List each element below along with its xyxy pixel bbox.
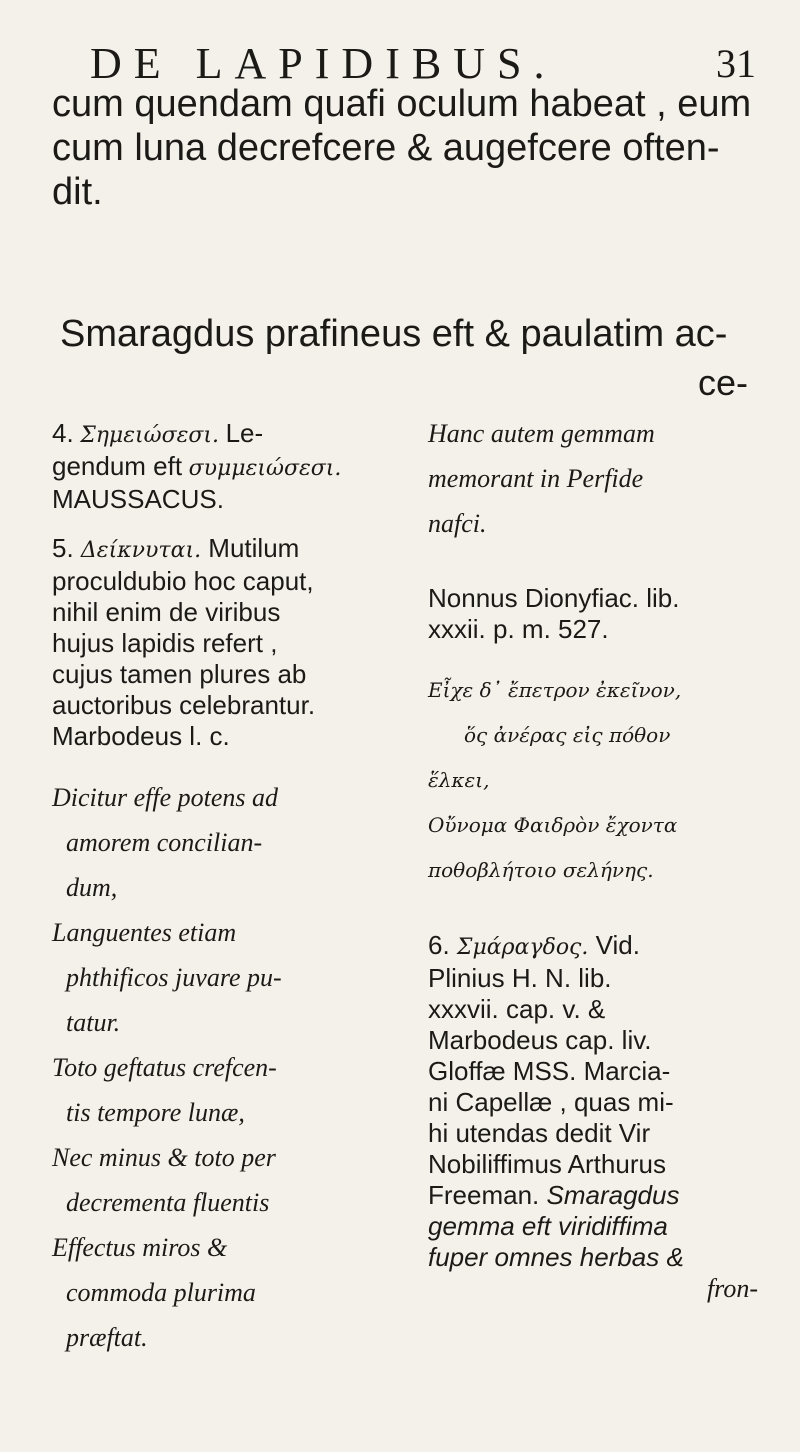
greek-line: ποθοβλήτοιο σελήνης. <box>428 858 654 882</box>
greek-quotation <box>428 675 778 886</box>
note-line: Freeman. <box>428 1180 540 1210</box>
note-line: nihil enim de viribus <box>52 597 281 627</box>
citation-line: xxxii. p. m. 527. <box>428 614 609 644</box>
left-column <box>52 418 392 1367</box>
smaragdus-line: Smaragdus prafineus eft & paulatim ac- <box>60 313 728 355</box>
verse-line: commoda plurima <box>66 1278 256 1307</box>
running-title: DE LAPIDIBUS. <box>90 39 557 88</box>
verse-line: decrementa fluentis <box>66 1188 270 1217</box>
greek-term: Σμάραγδος. <box>456 935 589 960</box>
note-6 <box>428 930 778 1273</box>
greek-line: ἕλκει, <box>428 768 490 792</box>
page-number: 31 <box>716 41 756 86</box>
right-column <box>428 418 778 1304</box>
verse-block <box>52 782 392 1353</box>
note-line: hi utendas dedit Vir <box>428 1118 651 1148</box>
note-number: 6. <box>428 930 450 960</box>
note-line: Gloffæ MSS. Marcia- <box>428 1056 671 1086</box>
verse-line: Dicitur effe potens ad <box>52 783 279 812</box>
verse-line: amorem concilian- <box>66 828 263 857</box>
verse-line: Effectus miros & <box>52 1233 228 1262</box>
note-4 <box>52 418 392 515</box>
verse-line: Nec minus & toto per <box>52 1143 276 1172</box>
intro-line: dit. <box>52 171 103 213</box>
verse-line: memorant in Perfide <box>428 464 644 493</box>
note-number: 4. <box>52 418 74 448</box>
note-5 <box>52 533 392 752</box>
note-line: ni Capellæ , quas mi- <box>428 1087 674 1117</box>
note-line: proculdubio hoc caput, <box>52 566 314 596</box>
note-italic-line: Smaragdus <box>546 1180 680 1210</box>
greek-line: Εἶχε δ᾽ ἔπετρον ἐκεῖνον, <box>428 678 682 702</box>
verse-line: nafci. <box>428 509 487 538</box>
author-name: MAUSSACUS. <box>52 484 224 514</box>
greek-term: Σημειώσεσι. <box>80 423 220 448</box>
catchword-top: ce- <box>697 362 748 403</box>
intro-line: cum luna decrefcere & augefcere often- <box>52 127 720 169</box>
greek-line: Οὔνομα Φαιδρὸν ἔχοντα <box>428 813 678 837</box>
verse-line: tatur. <box>66 1008 121 1037</box>
verse-line: Toto geftatus crefcen- <box>52 1053 277 1082</box>
intro-paragraph <box>52 82 752 214</box>
verse-line: Hanc autem gemmam <box>428 419 655 448</box>
greek-line: ὅς ἀνέρας εἰς πόθον <box>464 723 671 747</box>
nonnus-citation <box>428 583 778 645</box>
verse-line: phthificos juvare pu- <box>66 963 282 992</box>
note-text: Le- <box>225 418 264 448</box>
note-line: Marbodeus l. c. <box>52 721 230 751</box>
note-line: auctoribus celebrantur. <box>52 690 316 720</box>
note-line: xxxvii. cap. v. & <box>428 994 606 1024</box>
citation-line: Nonnus Dionyfiac. lib. <box>428 583 680 613</box>
catchword-bottom: fron- <box>706 1274 758 1303</box>
note-text: gendum eft <box>52 451 183 481</box>
verse-block <box>428 418 778 539</box>
note-line: Mutilum <box>208 533 300 563</box>
note-italic-line: gemma eft viridiffima <box>428 1211 668 1241</box>
note-line: Nobiliffimus Arthurus <box>428 1149 666 1179</box>
verse-line: dum, <box>66 873 118 902</box>
note-line: Vid. <box>595 930 640 960</box>
greek-term: Δείκνυται. <box>80 538 202 563</box>
note-line: cujus tamen plures ab <box>52 659 307 689</box>
greek-term: συμμειώσεσι. <box>188 456 342 481</box>
intro-line: cum quendam quafi oculum habeat , eum <box>52 83 752 125</box>
note-number: 5. <box>52 533 74 563</box>
verse-line: tis tempore lunæ, <box>66 1098 245 1127</box>
note-line: hujus lapidis refert , <box>52 628 278 658</box>
note-line: Plinius H. N. lib. <box>428 963 612 993</box>
verse-line: Languentes etiam <box>52 918 237 947</box>
note-italic-line: fuper omnes herbas & <box>428 1242 684 1272</box>
note-line: Marbodeus cap. liv. <box>428 1025 652 1055</box>
verse-line: præftat. <box>66 1323 148 1352</box>
